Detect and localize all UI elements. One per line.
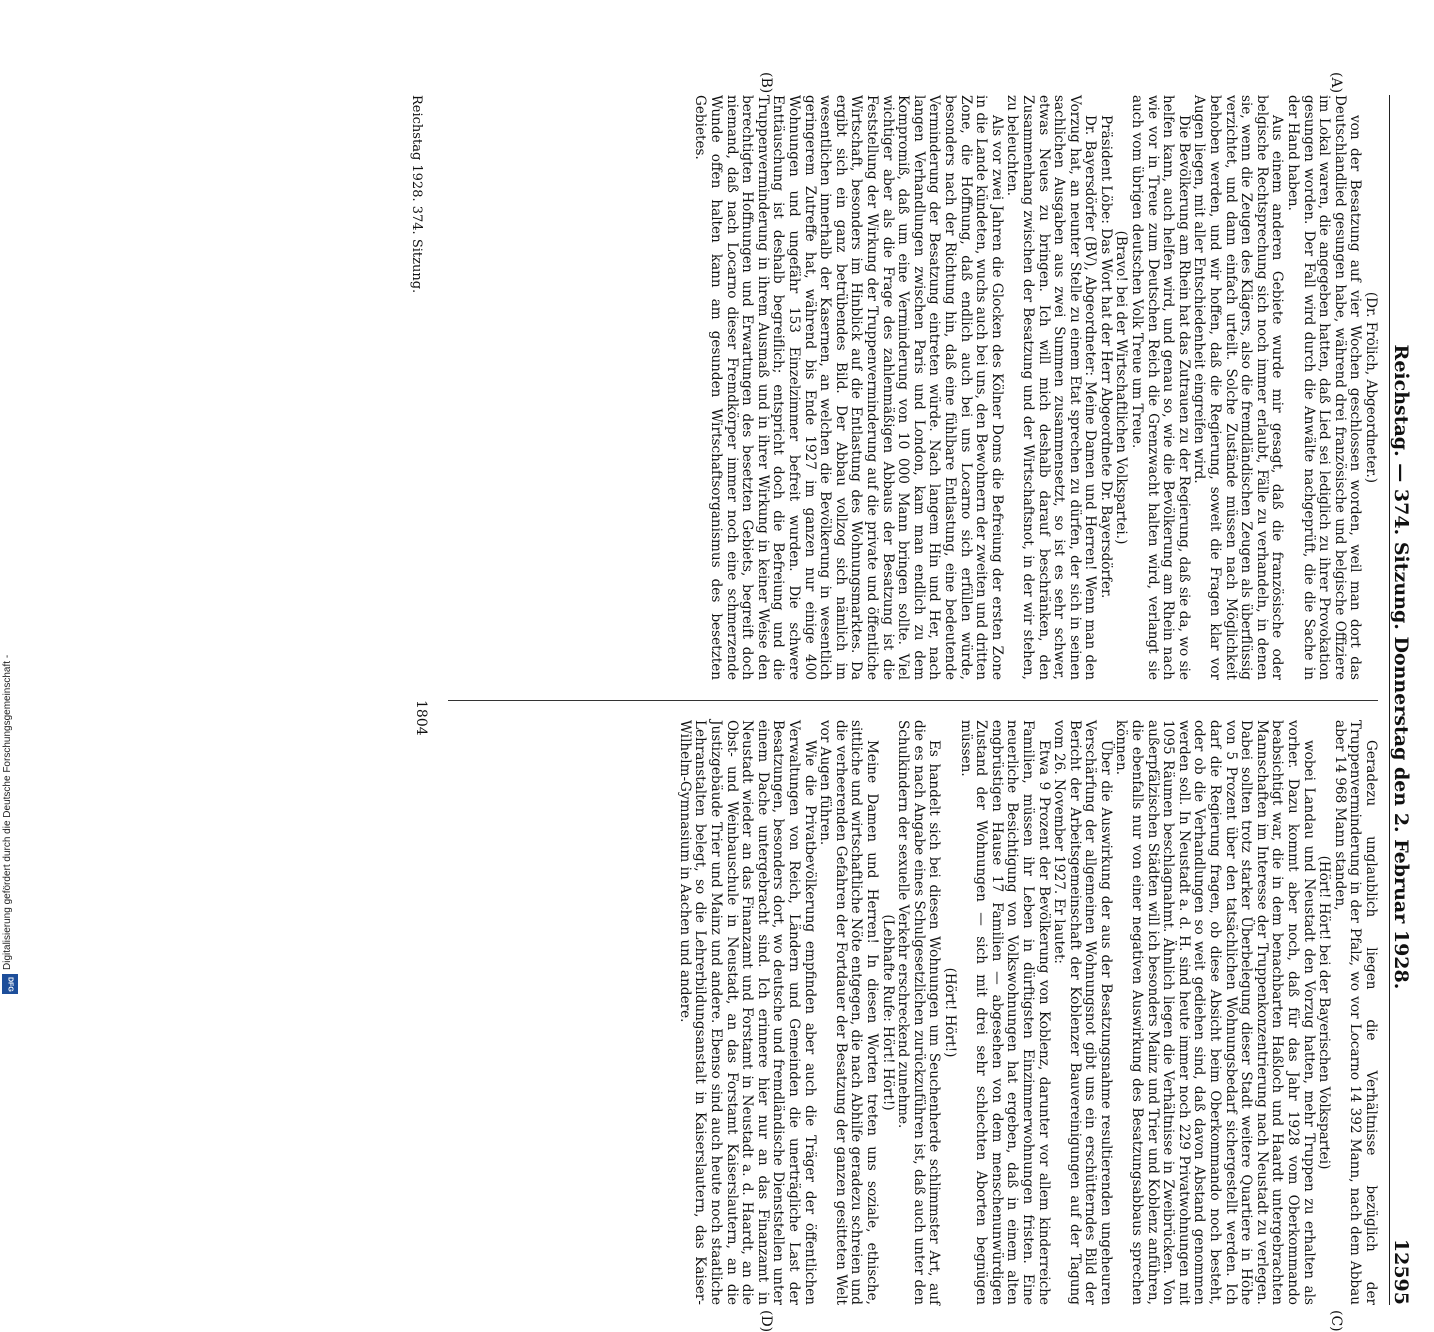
paragraph: Geradezu unglaublich liegen die Verhältnisse bezüglich der Truppenverminderung in der Pfalz, wo vor Locarno 14 392 Mann, nach dem Abbau aber 14 968 Mann standen,	[1331, 720, 1379, 1305]
paragraph: Dr. Bayersdörfer (BV), Abgeordneter: Meine Damen und Herren! Wenn man den Vorzug hat, an neunter Stelle zu einem Etat sprechen zu dürfen, der sich in seinen sachlichen Ausgaben aus zwei Summen zusammensetzt, so ist es sehr schwer, etwas Neues zu bringen. Ich will mich deshalb darauf beschränken, den Zusammenhang zwischen der Besatzung und der Wirtschaftsnot, in der wir stehen, zu beleuchten.	[1004, 95, 1099, 680]
paragraph: (Lebhafte Rufe: Hört! Hört!)	[879, 914, 896, 1111]
right-column	[676, 720, 1378, 1305]
digitization-sidebar	[0, 0, 22, 1000]
digitization-credit: Digitalisierung gefördert durch die Deutsche Forschungsgemeinschaft -	[2, 654, 13, 970]
margin-letter-a: (A)	[1328, 72, 1344, 94]
header-page-number: 12595	[1390, 1238, 1412, 1305]
paragraph: Die Bevölkerung am Rhein hat das Zutrauen zu der Regierung, daß sie da, wo sie helfen kann, auch helfen wird, und genau so, wie die Bevölkerung am Rhein nach wie vor in Treue zum Deutschen Reich die Grenzwacht halten wird, verlangt sie auch vom übrigen deutschen Volk Treue um Treue.	[1129, 95, 1192, 680]
paragraph: Als vor zwei Jahren die Glocken des Kölner Doms die Befreiung der ersten Zone in die Lande kündeten, wuchs auch bei uns, den Bewohnern der zweiten und dritten Zone, die Hoffnung, daß endlich auch bei uns Locarno sich erfüllen würde, besonders nach der Richtung hin, daß eine fühlbare Entlastung, eine bedeutende Verminderung der Besatzung eintreten würde. Nach langem Hin und Her, nach langen Verhandlungen zwischen Paris und London, kam man endlich zu dem Kompromiß, daß um eine Verminderung von 10 000 Mann bringen sollte. Viel wichtiger aber als die Frage des zahlenmäßigen Abbaus der Besatzung ist die Feststellung der Wirkung der Truppenverminderung auf die private und öffentliche Wirtschaft, besonders im Hinblick auf die Entlastung des Wohnungsmarktes. Da ergibt sich ein ganz betrübendes Bild. Der Abbau vollzog sich nämlich im wesentlichen innerhalb der Kasernen, an welchen die Bevölkerung in wesentlich geringerem Zutreffe hat, während bis Ende 1927 im ganzen nur einige 400 Wohnungen und ungefähr 153 Einzelzimmer befreit wurden. Die schwere Enttäuschung ist deshalb begreiflich; entspricht doch die Befreiung und die Truppenverminderung in ihrem Ausmaß und in ihrer Wirkung in keiner Weise den berechtigten Hoffnungen und Erwartungen des besetzten Gebiets, begreift doch niemand, daß nach Locarno dieser Fremdkörper immer noch eine schmerzende Wunde offen halten kann am gesunden Wirtschaftsorganismus des besetzten Gebietes.	[692, 95, 1005, 680]
paragraph: Es handelt sich bei diesen Wohnungen um Seuchenherde schlimmster Art, auf die es nach Angabe eines Schulgesetzlichen zurückzuführen ist, daß auch unter den Schulkindern der sexuelle Verkehr erschreckend zunehme.	[895, 720, 943, 1305]
paragraph: Etwa 9 Prozent der Bevölkerung von Koblenz, darunter vor allem kinderreiche Familien, müssen ihr Leben in dürftigsten Einzimmerwohnungen fristen. Eine neuerliche Besichtigung von Volkswohnungen hat ergeben, daß in einem alten engbrüstigen Hause 17 Familien — abgesehen von dem menschenunwürdigen Zustand der Wohnungen — sich mit drei sehr schlechten Aborten begnügen müssen.	[957, 720, 1052, 1305]
paragraph: (Hört! Hört! bei der Bayerischen Volkspartei)	[1316, 855, 1333, 1170]
paragraph: (Bravo! bei der Wirtschaftlichen Volkspartei.)	[1113, 230, 1130, 545]
left-column	[692, 95, 1378, 680]
paragraph: (Dr. Frölich, Abgeordneter.)	[1363, 291, 1379, 484]
page-header	[1389, 95, 1424, 1305]
paragraph: Wie die Privatbevölkerung empfinden aber auch die Träger der öffentlichen Verwaltungen von Reich, Ländern und Gemeinden die unerträgliche Last der Besatzungen, besonders dort, wo deutsche und fremdländische Dienststellen unter einem Dache untergebracht sind. Ich erinnere hier nur an das Finanzamt in Neustadt wieder an das Finanzamt und Forstamt in Neustadt a. d. Haardt, an die Obst- und Weinbauschule in Neustadt, an das Forstamt Kaiserslautern, an die Justizgebäude Trier und Mainz und andere. Ebenso sind auch heute noch staatliche Lehranstalten belegt, so die Lehrerbildungsanstalt in Kaiserslautern, das Kaiser-Wilhelm-Gymnasium in Aachen und andere.	[676, 720, 818, 1305]
paragraph: von der Besatzung auf vier Wochen geschlossen worden, weil man dort das Deutschlandlied gesungen habe, während drei französische und belgische Offiziere im Lokal waren, die angegeben hatten, daß Lied sei lediglich zu ihrer Provokation gesungen worden. Der Fall wird durch die Anwälte nachgeprüft, die die Sache in der Hand haben.	[1285, 95, 1364, 680]
paragraph: Aus einem anderen Gebiete wurde mir gesagt, daß die französische oder belgische Rechtsprechung sich noch immer erlaubt, Fälle zu verhandeln, in denen sie, wenn die Zeugen des Klägers, also die fremdländischen Zeugen als überflüssig verzichtet, und dann einfach urteilt. Solche Zustände müssen nach Möglichkeit behoben werden, und wir hoffen, daß die Regierung, soweit die Fragen klar vor Augen liegen, mit aller Entschiedenheit eingreifen wird.	[1191, 95, 1286, 680]
header-title: Reichstag. — 374. Sitzung. Donnerstag den 2. Februar 1928.	[1390, 344, 1412, 990]
margin-letter-b: (B)	[758, 72, 774, 94]
footer-session: Reichstag 1928. 374. Sitzung.	[409, 95, 424, 294]
paragraph: Präsident Löbe: Das Wort hat der Herr Abgeordnete Dr. Bayersdörfer.	[1097, 115, 1114, 599]
column-divider	[448, 700, 1378, 701]
paragraph: Über die Auswirkung der aus der Besatzungsnahme resultierenden ungeheuren Verschärfung der allgemeinen Wohnungsnot gibt uns ein erschütterndes Bild der Bericht der Arbeitsgemeinschaft der Koblenzer Bauvereinigungen auf der Tagung vom 26. November 1927. Er lautet:	[1051, 720, 1114, 1305]
paragraph: (Hört! Hört!)	[941, 967, 958, 1058]
margin-letter-d: (D)	[758, 1310, 774, 1332]
paragraph: Meine Damen und Herren! In diesen Worten treten uns soziale, ethische, sittliche und wirtschaftliche Nöte entgegen, die nach Abhilfe geradezu schreien und die verheerenden Gefahren der Fortdauer der Besatzung der ganzen gesitteten Welt vor Augen führen.	[817, 720, 880, 1305]
paragraph: wobei Landau und Neustadt den Vorzug hatten, mehr Truppen zu erhalten als vorher. Dazu kommt aber noch, daß für das Jahr 1928 vom Oberkommando beabsichtigt war, die in dem benachbarten Haßloch und Haardt untergebrachten Mannschaften im Interesse der Truppenkonzentrierung nach Neustadt zu verlegen. Dabei sollten trotz starker Überbelegung dieser Stadt weitere Quartiere in Höhe von 5 Prozent über den tatsächlichen Wohnungsbedarf sichergestellt werden. Ich darf die Regierung fragen, ob diese Absicht beim Oberkommando noch besteht, oder ob die Verhandlungen so weit gediehen sind, daß davon Abstand genommen werden soll. In Neustadt a. d. H. sind heute immer noch 229 Privatwohnungen mit 1095 Räumen beschlagnahmt. Ähnlich liegen die Verhältnisse in Zweibrücken. Von außerpfälzischen Städten will ich besonders Mainz und Trier und Koblenz anführen, die ebenfalls nur von einer negativen Auswirkung des Besatzungsabbaus sprechen können.	[1113, 720, 1317, 1305]
dfg-logo: DFG	[2, 974, 18, 994]
footer-page-number: 1804	[413, 700, 429, 736]
margin-letter-c: (C)	[1328, 1310, 1344, 1332]
